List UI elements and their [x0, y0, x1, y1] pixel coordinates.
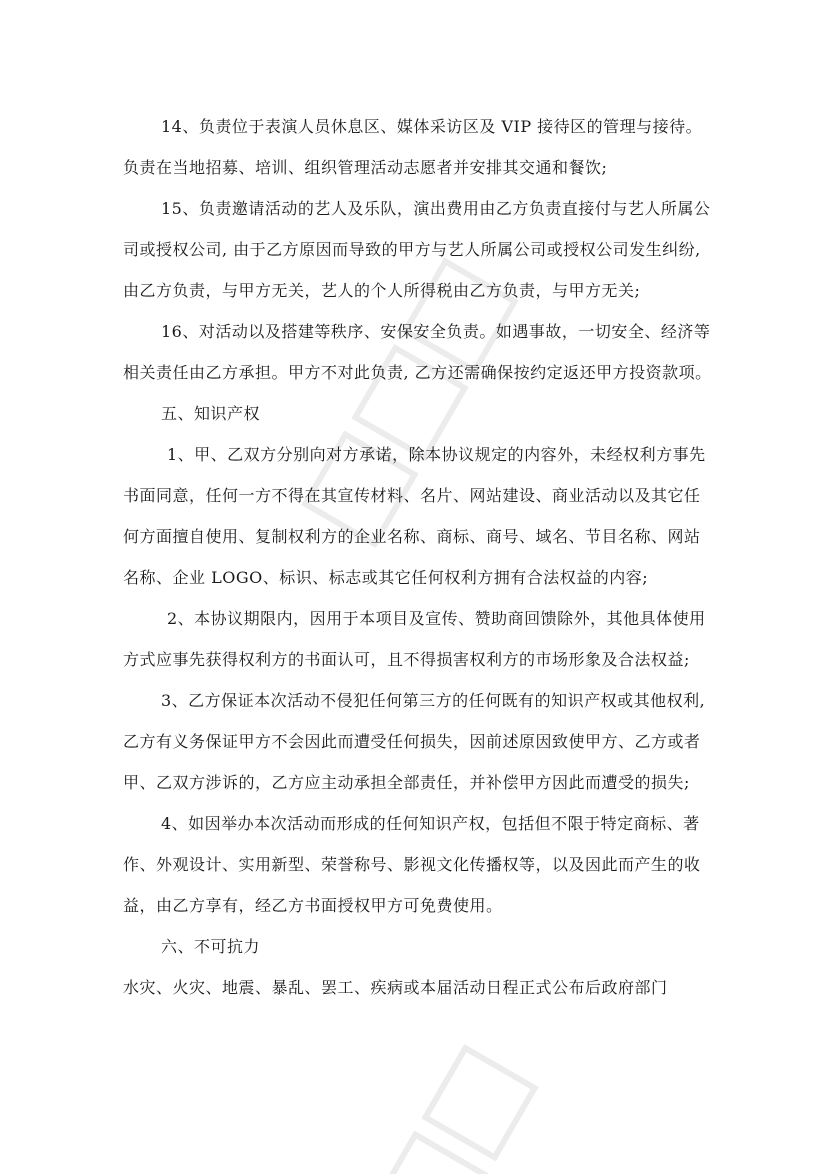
text-line: 名称、企业 LOGO、标识、标志或其它任何权利方拥有合法权益的内容;: [123, 568, 649, 587]
text-line: 1、甲、乙双方分别向对方承诺，除本协议规定的内容外，未经权利方事先: [167, 445, 706, 464]
text-line: 水灾、火灾、地震、暴乱、罢工、疾病或本届活动日程正式公布后政府部门: [123, 978, 668, 997]
text-line: 司或授权公司, 由于乙方原因而导致的甲方与艺人所属公司或授权公司发生纠纷,: [123, 240, 701, 259]
document-body: [123, 106, 713, 1008]
section-heading: 五、知识产权: [161, 404, 261, 423]
text-line: 何方面擅自使用、复制权利方的企业名称、商标、商号、域名、节目名称、网站: [123, 527, 701, 546]
text-line: 14、负责位于表演人员休息区、媒体采访区及 VIP 接待区的管理与接待。: [161, 117, 703, 136]
section-heading: 六、不可抗力: [161, 937, 261, 956]
text-line: 益，由乙方享有，经乙方书面授权甲方可免费使用。: [123, 896, 503, 915]
text-line: 15、负责邀请活动的艺人及乐队，演出费用由乙方负责直接付与艺人所属公: [161, 199, 711, 218]
text-line: 相关责任由乙方承担。甲方不对此负责, 乙方还需确保按约定返还甲方投资款项。: [123, 363, 712, 382]
text-line: 方式应事先获得权利方的书面认可，且不得损害权利方的市场形象及合法权益;: [123, 650, 690, 669]
text-line: 3、乙方保证本次活动不侵犯任何第三方的任何既有的知识产权或其他权利,: [161, 691, 706, 710]
text-line: 书面同意，任何一方不得在其宣传材料、名片、网站建设、商业活动以及其它任: [123, 486, 701, 505]
text-line: 4、如因举办本次活动而形成的任何知识产权，包括但不限于特定商标、著: [161, 814, 700, 833]
text-line: 乙方有义务保证甲方不会因此而遭受任何损失，因前述原因致使甲方、乙方或者: [123, 732, 701, 751]
text-line: 16、对活动以及搭建等秩序、安保安全负责。如遇事故，一切安全、经济等: [161, 322, 711, 341]
text-line: 2、本协议期限内，因用于本项目及宣传、赞助商回馈除外，其他具体使用: [167, 609, 706, 628]
text-line: 甲、乙双方涉诉的，乙方应主动承担全部责任，并补偿甲方因此而遭受的损失;: [123, 773, 690, 792]
text-line: 作、外观设计、实用新型、荣誉称号、影视文化传播权等，以及因此而产生的收: [123, 855, 701, 874]
text-line: 由乙方负责，与甲方无关，艺人的个人所得税由乙方负责，与甲方无关;: [123, 281, 641, 300]
text-line: 负责在当地招募、培训、组织管理活动志愿者并安排其交通和餐饮;: [123, 158, 608, 177]
